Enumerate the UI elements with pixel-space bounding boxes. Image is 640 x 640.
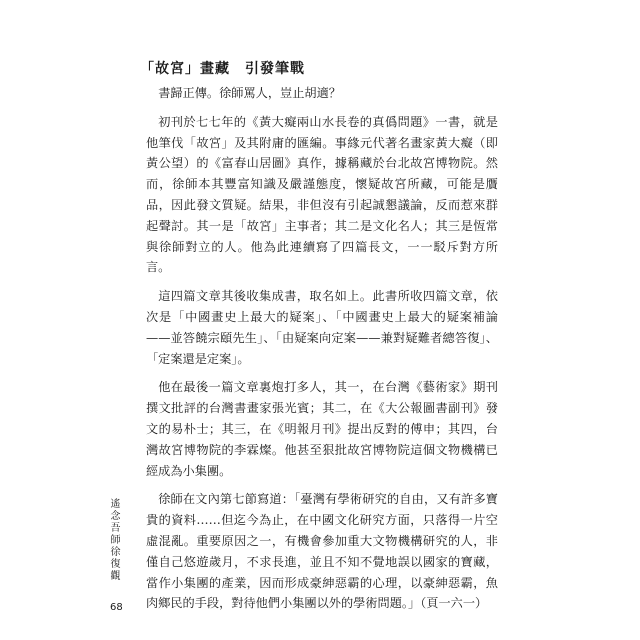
page-number: 68: [110, 602, 123, 613]
paragraph-3: 這四篇文章其後收集成書，取名如上。此書所收四篇文章，依次是「中國畫史上最大的疑案」、「中國畫史上最大的疑案補論——並答饒宗頤先生」、「由疑案向定案——兼對疑難者總答復」、「定案還是定案」。: [146, 289, 498, 366]
paragraph-5: 徐師在文內第七節寫道：「臺灣有學術研究的自由，又有許多寶貴的資料……但迄今為止，在中國文化研究方面，只落得一片空虛混亂。重要原因之一，有機會參加重大文物機構研究的人，非僅自己悠遊歲月，不求長進，並且不知不覺地誤以國家的寶藏，當作小集團的產業，因而形成豪紳惡霸的心理，以豪紳惡霸，魚肉鄉民的手段，對待他們小集團以外的學術問題。」（頁一六一）: [146, 492, 498, 611]
paragraph-1: 書歸正傳。徐師罵人，豈止胡適？: [158, 86, 341, 100]
body-text: [146, 83, 498, 622]
paragraph-4: 他在最後一篇文章裏炮打多人，其一，在台灣《藝術家》期刊撰文批評的台灣書畫家張光賓；其二，在《大公報圖書副刊》發文的易朴士；其三，在《明報月刊》提出反對的傅申；其四，台灣故宮博物院的李霖燦。他甚至狠批故宮博物院這個文物機構已經成為小集團。: [146, 380, 498, 478]
running-header-vertical: 遙念吾師徐復觀: [108, 498, 119, 582]
section-title: 「故宮」畫藏 引發筆戰: [140, 61, 305, 77]
paragraph-2: 初刊於七七年的《黃大癡兩山水長卷的真僞問題》一書，就是他筆伐「故宮」及其附庸的匯編。事緣元代著名畫家黃大癡（即黃公望）的《富春山居圖》真作，據稱藏於台北故宮博物院。然而，徐師本其豐富知識及嚴謹態度，懷疑故宮所藏，可能是贋品，因此發文質疑。結果，非但沒有引起誠懇議論，反而惹來群起聲討。其一是「故宮」主事者；其二是文化名人；其三是恆常與徐師對立的人。他為此連續寫了四篇長文，一一駁斥對方所言。: [146, 114, 498, 275]
